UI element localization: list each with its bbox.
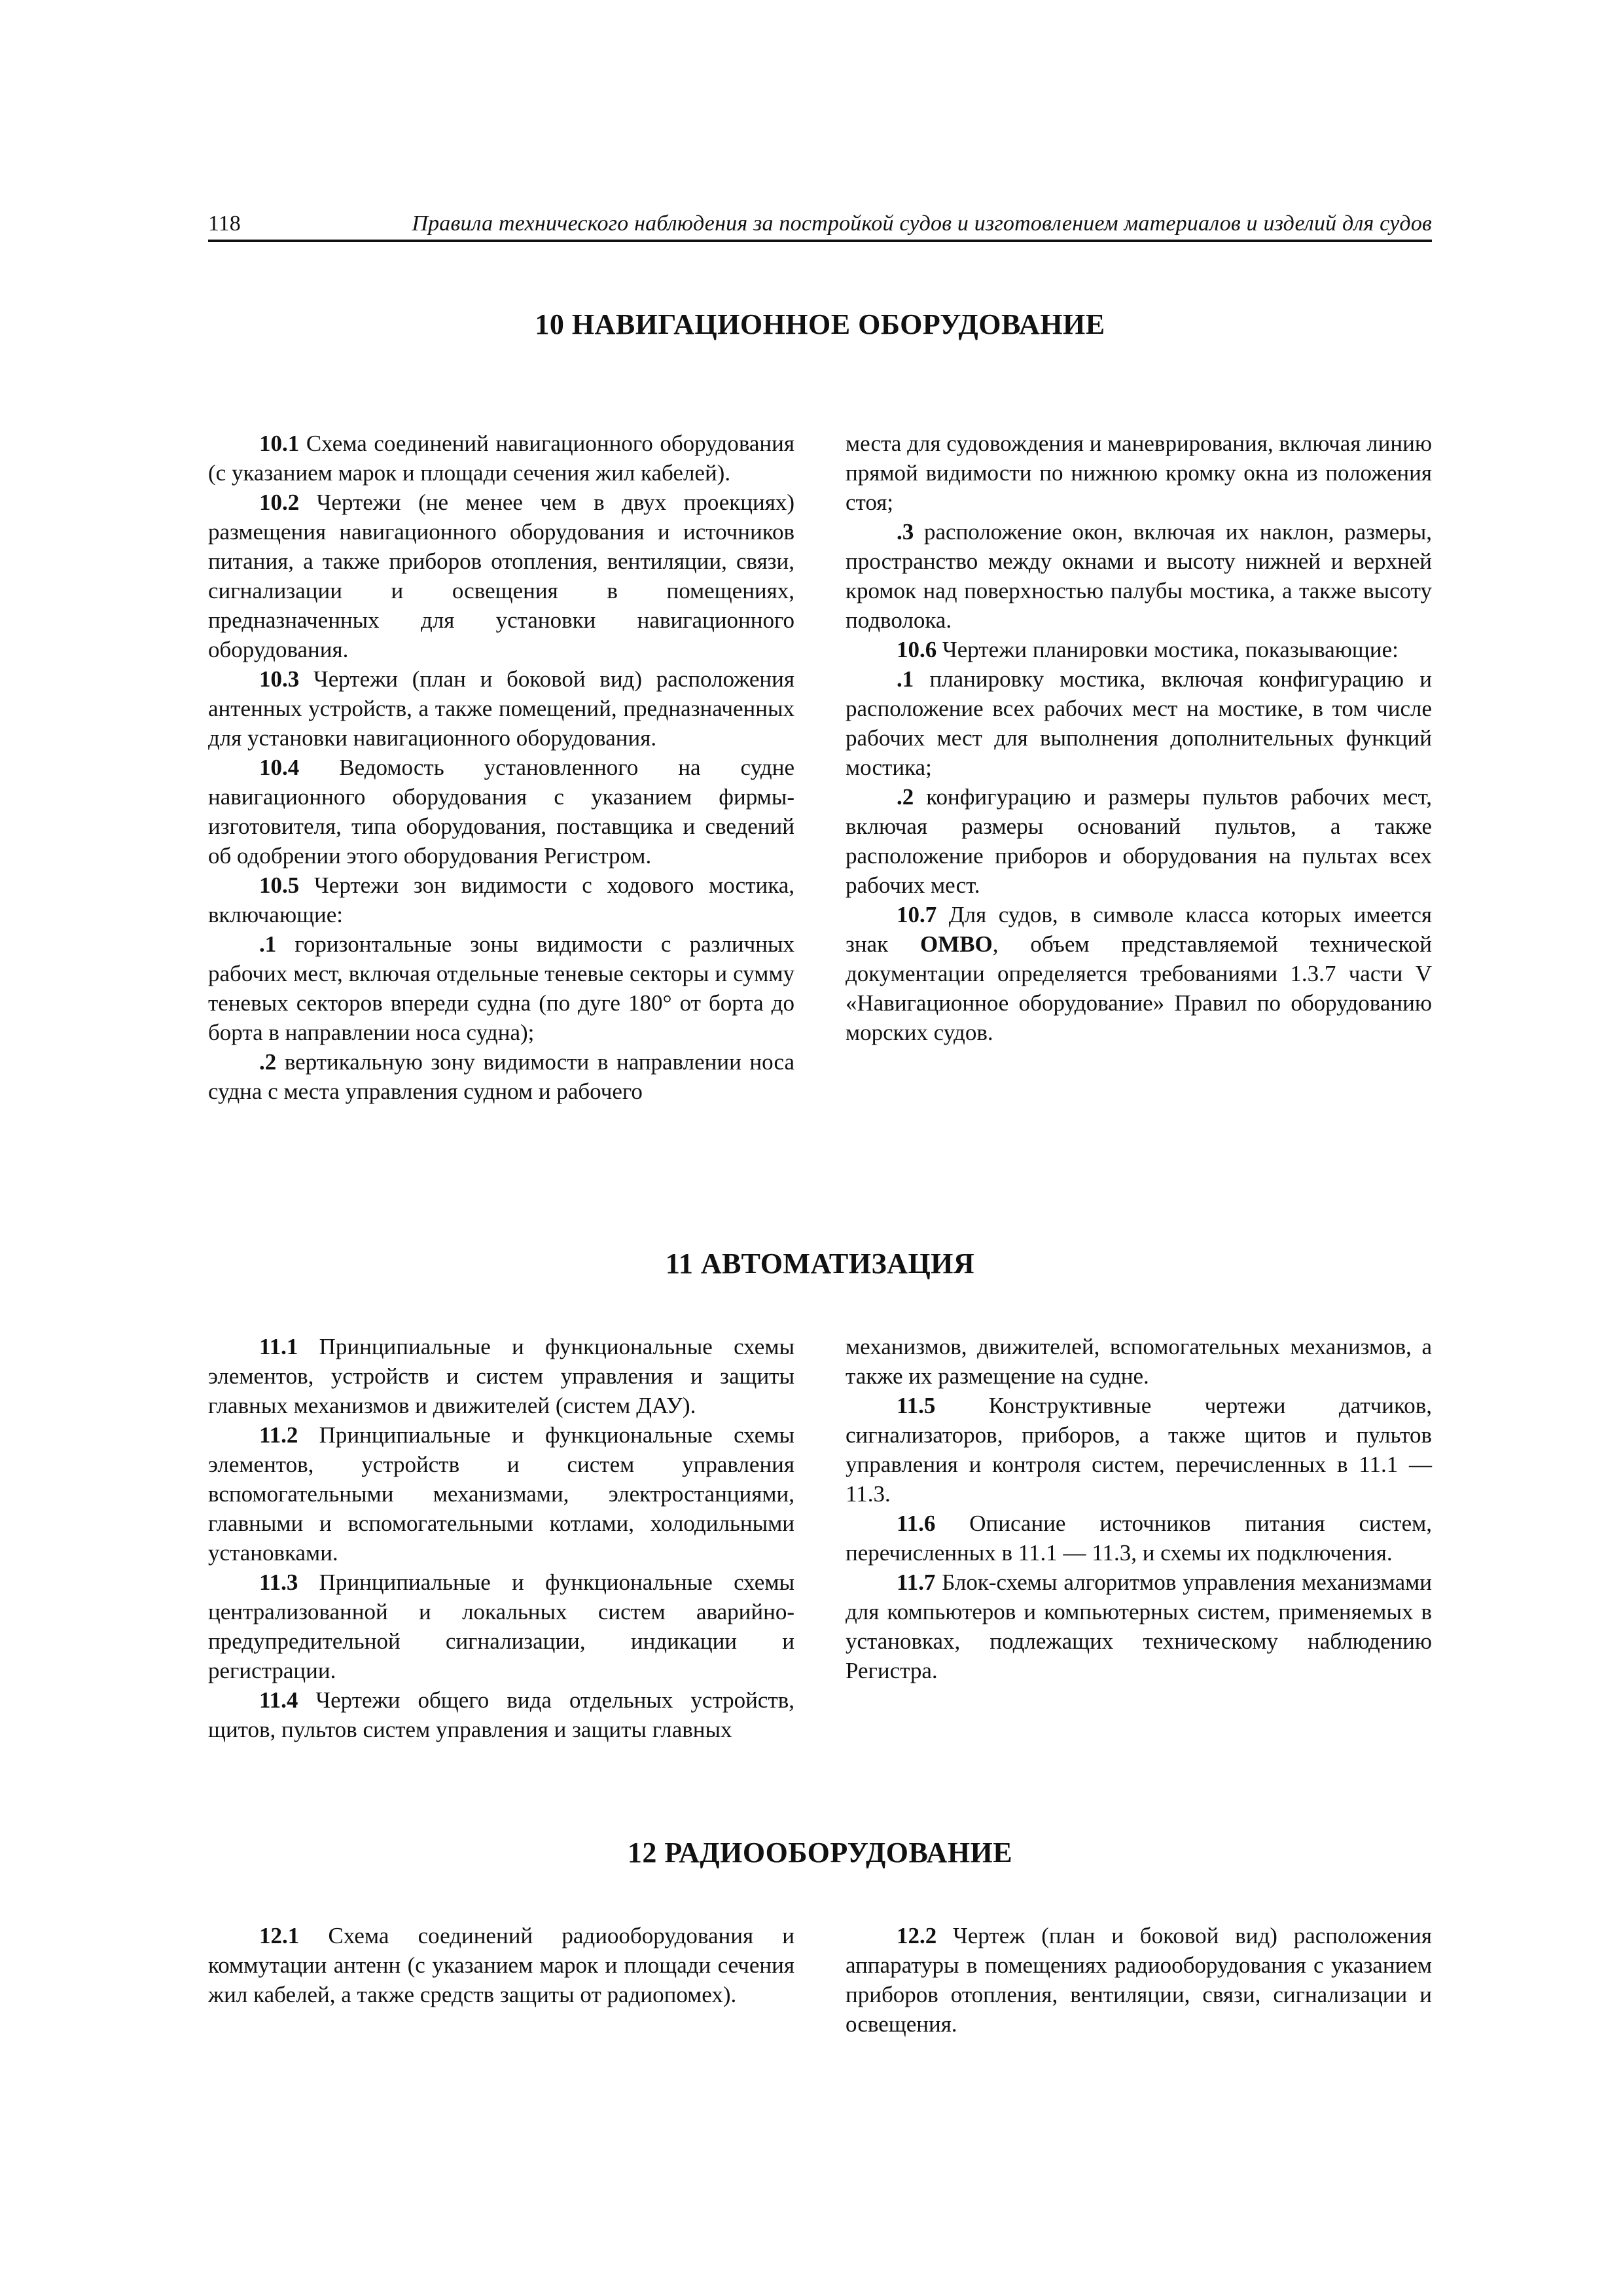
paragraph-10-4: 10.4 Ведомость установленного на судне навигационного оборудования с указанием фирмы-изготовителя, типа оборудования, поставщика и сведений об одобрении этого оборудования Регистром. bbox=[208, 755, 794, 869]
section-10-body bbox=[208, 429, 1432, 1106]
paragraph-10-5-3: .3 расположение окон, включая их наклон, размеры, пространство между окнами и высоту нижней и верхней кромок над поверхностью палубы мостика, а также высоту подволока. bbox=[846, 519, 1432, 633]
paragraph-10-6: 10.6 Чертежи планировки мостика, показывающие: bbox=[897, 637, 1399, 662]
section-11-left-column bbox=[208, 1332, 794, 1744]
paragraph-12-1: 12.1 Схема соединений радиооборудования и коммутации антенн (с указанием марок и площади сечения жил кабелей, а также средств защиты от радиопомех). bbox=[208, 1923, 794, 2007]
section-12-body bbox=[208, 1921, 1432, 2039]
section-title-12: 12 РАДИООБОРУДОВАНИЕ bbox=[627, 1837, 1013, 1869]
section-10-left-column bbox=[208, 429, 794, 1106]
section-title-11: 11 АВТОМАТИЗАЦИЯ bbox=[665, 1247, 975, 1280]
paragraph-11-1: 11.1 Принципиальные и функциональные схемы элементов, устройств и систем управления и защиты главных механизмов и движителей (систем ДАУ). bbox=[208, 1334, 794, 1418]
class-mark-ombo: OMBO bbox=[919, 931, 993, 957]
paragraph-10-2: 10.2 Чертежи (не менее чем в двух проекциях) размещения навигационного оборудования и источников питания, а также приборов отопления, вентиляции, связи, сигнализации и освещения в помещениях, предназначенных для установки навигационного оборудования. bbox=[208, 490, 794, 662]
paragraph-11-6: 11.6 Описание источников питания систем, перечисленных в 11.1 — 11.3, и схемы их подключения. bbox=[846, 1511, 1432, 1566]
paragraph-11-5: 11.5 Конструктивные чертежи датчиков, сигнализаторов, приборов, а также щитов и пультов управления и контроля систем, перечисленных в 11.1 — 11.3. bbox=[846, 1393, 1432, 1507]
section-11-body bbox=[208, 1332, 1432, 1744]
paragraph-11-3: 11.3 Принципиальные и функциональные схемы централизованной и локальных систем аварийно-предупредительной сигнализации, индикации и регистрации. bbox=[208, 1570, 794, 1683]
paragraph-10-7: 10.7 Для судов, в символе класса которых имеется знак OMBO, объем представляемой технической документации определяется требованиями 1.3.7 части V «Навигационное оборудование» Правил по оборудованию морских судов. bbox=[846, 902, 1432, 1045]
paragraph-10-5-2-continued: места для судовождения и маневрирования, включая линию прямой видимости по нижнюю кромку окна из положения стоя; bbox=[846, 431, 1432, 515]
paragraph-10-3: 10.3 Чертежи (план и боковой вид) расположения антенных устройств, а также помещений, предназначенных для установки навигационного оборудования. bbox=[208, 666, 794, 751]
section-11-right-column bbox=[846, 1332, 1432, 1744]
paragraph-11-7: 11.7 Блок-схемы алгоритмов управления механизмами для компьютеров и компьютерных систем, применяемых в установках, подлежащих техническому наблюдению Регистра. bbox=[846, 1570, 1432, 1683]
running-title: Правила технического наблюдения за постройкой судов и изготовлением материалов и изделий для судов bbox=[412, 211, 1432, 236]
paragraph-10-5-2: .2 вертикальную зону видимости в направлении носа судна с места управления судном и рабочего bbox=[208, 1049, 794, 1104]
section-12-left-column bbox=[208, 1921, 794, 2039]
section-10-right-column bbox=[846, 429, 1432, 1106]
section-12-right-column bbox=[846, 1921, 1432, 2039]
paragraph-11-4-continued: механизмов, движителей, вспомогательных механизмов, а также их размещение на судне. bbox=[846, 1334, 1432, 1389]
paragraph-10-1: 10.1 Схема соединений навигационного оборудования (с указанием марок и площади сечения жил кабелей). bbox=[208, 431, 794, 486]
running-header bbox=[208, 203, 1432, 242]
paragraph-11-2: 11.2 Принципиальные и функциональные схемы элементов, устройств и систем управления вспомогательными механизмами, электростанциями, главными и вспомогательными котлами, холодильными установками. bbox=[208, 1422, 794, 1566]
paragraph-10-6-2: .2 конфигурацию и размеры пультов рабочих мест, включая размеры оснований пультов, а также расположение приборов и оборудования на пультах всех рабочих мест. bbox=[846, 784, 1432, 898]
paragraph-10-5-1: .1 горизонтальные зоны видимости с различных рабочих мест, включая отдельные теневые секторы и сумму теневых секторов впереди судна (по дуге 180° от борта до борта в направлении носа судна); bbox=[208, 931, 794, 1045]
paragraph-12-2: 12.2 Чертеж (план и боковой вид) расположения аппаратуры в помещениях радиооборудования с указанием приборов отопления, вентиляции, связи, сигнализации и освещения. bbox=[846, 1923, 1432, 2037]
paragraph-11-4: 11.4 Чертежи общего вида отдельных устройств, щитов, пультов систем управления и защиты главных bbox=[208, 1687, 794, 1742]
section-title-10: 10 НАВИГАЦИОННОЕ ОБОРУДОВАНИЕ bbox=[535, 308, 1105, 340]
page-number: 118 bbox=[208, 211, 241, 236]
paragraph-10-5: 10.5 Чертежи зон видимости с ходового мостика, включающие: bbox=[208, 872, 794, 927]
paragraph-10-6-1: .1 планировку мостика, включая конфигурацию и расположение всех рабочих мест на мостике, в том числе рабочих мест для выполнения дополнительных функций мостика; bbox=[846, 666, 1432, 780]
